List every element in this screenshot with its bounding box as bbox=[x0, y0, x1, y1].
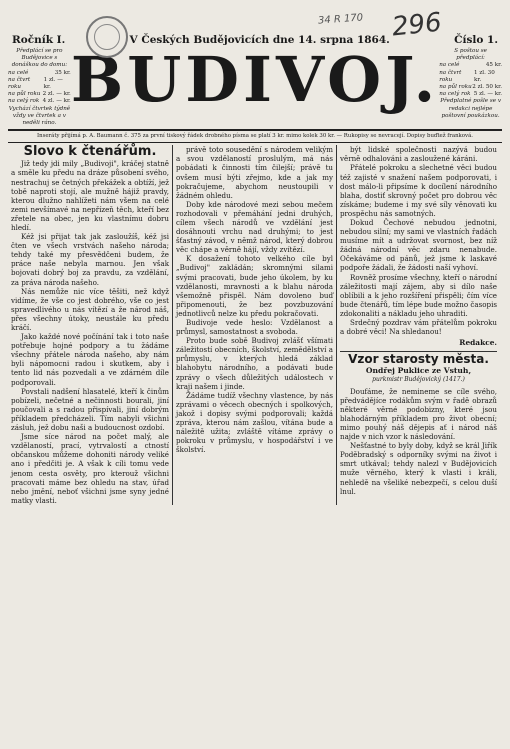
paragraph: Dokud Čechové nebudou jednotni, nebudou silní; my sami ve vlastních řadách musíme mít a udržovat svornost, bez níž žádná národní věc zdaru nenabude. Očekáváme od pánů, jež jsme k laskavé podpoře žádali, že žádosti naší vyhoví. bbox=[340, 217, 497, 273]
paragraph: Jsme síce národ na počet malý, ale vzdělaností, prací, vytrvalostí a ctností občanskou můžeme dohoniti národy veliké ano i předčiti je. A však k cíli tomu vede jenom cesta osvěty, pro kterouž všichni pracovati máme bez ohledu na stav, úřad nebo jmění, neboť všichni jsme syny jedné matky vlasti. bbox=[11, 432, 169, 505]
subscription-local-title: Předplácí se pro Budějovice s donáškou do domu: bbox=[11, 48, 68, 69]
paragraph: Jako každé nové počínání tak i toto naše potřebuje hojné podpory a tu žádáme všechny přátele národa našeho, aby nám byli nápomocni radou i skutkem, aby i tento lid nás pozvedali a ve zdárném díle podporovali. bbox=[11, 332, 169, 387]
handwritten-reference: 34 R 170 bbox=[317, 12, 364, 27]
subscription-post-note: Předplatné pošle se v redakci nejlépe poštovní poukázkou. bbox=[440, 98, 501, 119]
subscription-local bbox=[8, 48, 71, 127]
paragraph: Kéž jsi přijat tak jak zasloužíš, kéž jsi čten ve všech vrstvách našeho národa; tehdy také my přesvědčeni budem, že práce naše nebyla marnou. Jen však bojovati dobrý boj za pravdu, za vzdělání, za práva národa našeho. bbox=[11, 232, 169, 287]
paragraph: Žádáme tudíž všechny vlastence, by nás zprávami o věcech obecných i spolkových, jakož i dopisy svými podporovali; každá zpráva, kterou nám zašlou, vítána bude a náležitě užita; zvláště vítáme zprávy o pokroku v průmyslu, v hospodářství i ve školství. bbox=[176, 390, 333, 455]
paragraph: Srdečný pozdrav vám přátelům pokroku a dobré věci! Na shledanou! bbox=[340, 318, 497, 337]
article-heading-2: Vzor starosty města. bbox=[340, 351, 497, 364]
subscription-post-title: S poštou se předplácí: bbox=[454, 48, 487, 62]
subscription-row: na čtvrt roku 1 zl. — kr. bbox=[8, 76, 63, 91]
article-subject-title: purkmistr Budějovický (1417.) bbox=[372, 376, 465, 384]
paragraph: Nás nemůže nic více těšiti, než když vidíme, že vše co jest dobrého, vše co jest spravedlivého u nás vítězí a že národ náš, přes všechny útoky, neustále ku předu kráčí. bbox=[11, 286, 169, 333]
article-heading: Slovo k čtenářům. bbox=[23, 144, 157, 160]
article-subject: Ondřej Puklice ze Vstuh, bbox=[365, 366, 472, 376]
paragraph: K dosažení tohoto velkého cíle byl „Budivoj" zakládán; skromnými silami svými pracovati, bude jeho úkolem, by ku vzdělanosti, mravnosti a k blahu národa všemožně přispěl. Nám dovoleno buď připomenouti, že bez povzbuzování jednotlivců nelze ku předu pokračovati. bbox=[176, 254, 333, 318]
paragraph: Proto bude sobě Budivoj zvlášť všímati záležitostí obecních, školství, zemědělství a průmyslu, v kterých hledá základ blahobytu národního, a podávati bude zprávy o všech důležitých událostech v kraji našem i jinde. bbox=[176, 336, 333, 391]
column-1 bbox=[8, 145, 172, 505]
subscription-row: na půl roku 2 zl. 50 kr. bbox=[439, 84, 502, 91]
subscription-row: na celé 35 kr. bbox=[8, 69, 71, 76]
paragraph: Přátelé pokroku a slechetné věci budou též zajisté v snažení našem podporovati, i dost málo-li připsíme k docílení národního blaha, dostiť skrovný počet pro dobrou věc získáme; budeme i my své síly věnovati ku prospěchu nás samotných. bbox=[340, 163, 497, 218]
paragraph: Nešťastné to byly doby, když se král Jiřík Poděbradský s odporníky svými na život i smrt utkával; tehdy nalezl v Budějovicích muže věrného, který k vlasti i králi, nehledě na všeliké nebezpečí, s celou duší lnul. bbox=[340, 441, 497, 496]
subscription-row: na celý rok 5 zl. — kr. bbox=[439, 91, 502, 98]
date-line: V Českých Budějovicích dne 14. srpna 1864. bbox=[129, 34, 390, 46]
paragraph: Rovněž prosíme všechny, kteří o národní záležitosti mají zájem, aby si dílo naše oblíbili a k jeho rozšíření přispěli; čím více bude čtenářů, tím lépe bude možno časopis zdokonaliti a nákladu jeho uhraditi. bbox=[340, 272, 497, 318]
library-stamp-icon bbox=[86, 16, 128, 58]
paragraph: Budivoje vede heslo: Vzdělanost a průmysl, samostatnost a svoboda. bbox=[176, 318, 333, 337]
issue-number: Číslo 1. bbox=[454, 34, 498, 46]
subscription-local-note: Vychází čtvrtek týdně vždy ve čtvrtek a v neděli ráno. bbox=[8, 105, 71, 127]
paragraph: být lidské společnosti nazývá budou věrně odhalováni a zasloužené káráni. bbox=[340, 145, 497, 164]
newspaper-title: BUDIVOJ. bbox=[70, 43, 440, 116]
editor-signature: Redakce. bbox=[459, 338, 497, 348]
column-3 bbox=[336, 145, 500, 505]
subscription-row: na čtvrt roku 1 zl. 30 kr. bbox=[439, 69, 495, 83]
paragraph: Již tedy jdi mily „Budivoji", kráčej statně a směle ku předu na dráze působení svého, nestrachuj se četných překážek a obtíží, jež tobě naproti stojí, ale mužně hájiž pravdy, kterou dlužno nahlížeti nám všem na celé zemi nevšímavé na nepřízeň těch, kteří bez zřetele na obec, jen ku vlastnímu dobru hledí. bbox=[11, 159, 169, 232]
subscription-row: na půl roku 2 zl. — kr. bbox=[8, 91, 71, 98]
subscription-row: na celý rok 4 zl. — kr. bbox=[8, 98, 71, 105]
paragraph: Povstali nadšení hlasatelé, kteří k činům pobízeli, nečetné a nečinnosti bourali, jiní poučovali a s radou přispívali, jiní dobrým příkladem předcházeli. Tím nabyli všichni zásluh, jež dobu naši a budoucnost ozdobí. bbox=[11, 386, 169, 433]
paragraph: Doufáme, že nemineme se cíle svého, předvádějíce rodákům svým v řadě obrazů některé věrné podobizny, které jsou blahodárným příkladem pro život obecní; mimo pouhý náš dějepis ať i národ náš najde v nich vzor k následování. bbox=[340, 386, 497, 442]
subscription-row: na celé 45 kr. bbox=[439, 62, 502, 69]
paragraph: Doby kde národové mezi sebou mečem rozhodovali v přemáhání jedni druhých, cílem všech národů ve vzdělání jest dosáhnouti vrchu nad druhými; to jest šťastný závod, v němž národ, který dobrou věc chápe a věrně hájí, vždy zvítězí. bbox=[176, 199, 333, 255]
masthead bbox=[8, 43, 502, 127]
handwritten-number: 296 bbox=[390, 7, 444, 43]
advertising-notice: Inseráty přijímá p. A. Baumann č. 375 za první tiskový řádek drobného písma se platí 3 kr. mimo kolek 30 kr. — Rukopisy se nevracejí. Dopisy buďtež franková. bbox=[8, 131, 502, 143]
volume-label: Ročník I. bbox=[12, 34, 66, 46]
paragraph: právě toto sousedění s národem velikým a svou vzdělaností proslulým, má nás pobádati k činnosti tím čilejší; právě tu ovšem musí býti zřejmo, kde a jak my pokračujeme, abychom neustoupili v žádném ohledu. bbox=[176, 145, 333, 200]
subscription-post bbox=[439, 48, 502, 120]
article-columns bbox=[8, 145, 502, 505]
column-2 bbox=[172, 145, 336, 505]
